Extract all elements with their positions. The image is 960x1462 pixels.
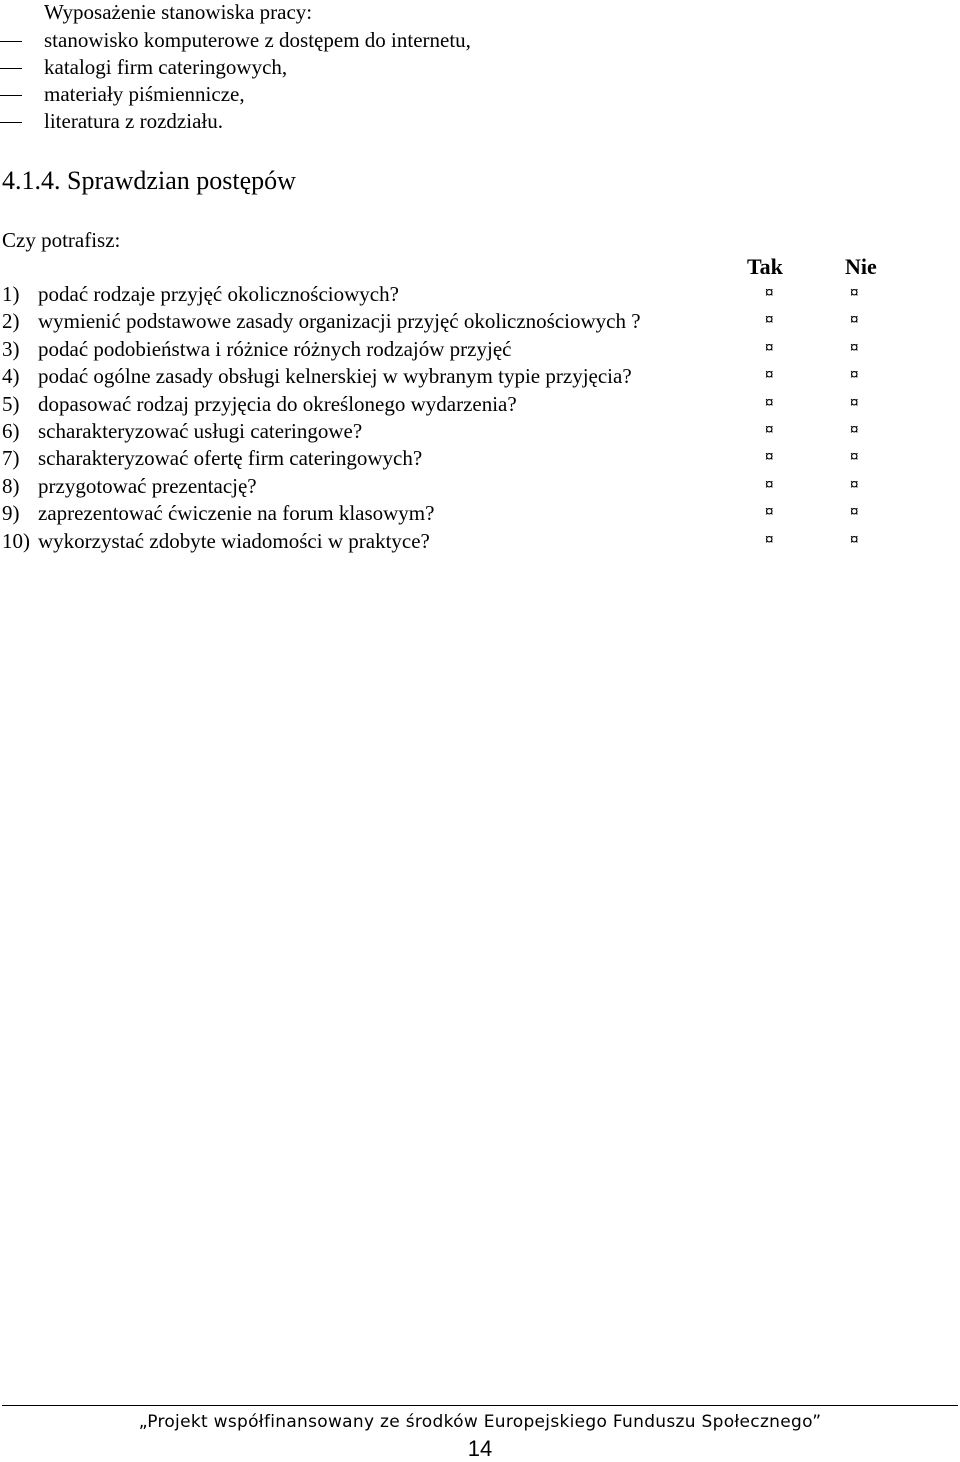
item-text: wykorzystać zdobyte wiadomości w praktyce? — [38, 528, 430, 553]
checklist-item — [2, 392, 942, 420]
checkbox-yes[interactable]: ¤ — [765, 392, 774, 412]
checklist-question: Czy potrafisz: — [2, 228, 121, 252]
equipment-heading: Wyposażenie stanowiska pracy: — [44, 0, 313, 24]
checklist-item — [2, 282, 942, 310]
item-number: 3) — [2, 336, 20, 361]
item-number: 6) — [2, 419, 20, 443]
checkbox-no[interactable]: ¤ — [850, 420, 859, 439]
checkbox-yes[interactable]: ¤ — [765, 474, 774, 494]
dash-bullet — [0, 41, 22, 42]
item-number: 4) — [2, 364, 20, 389]
item-text: wymienić podstawowe zasady organizacji przyjęć okolicznościowych ? — [38, 309, 641, 334]
list-item-text: stanowisko komputerowe z dostępem do internetu, — [44, 28, 471, 52]
checkbox-no[interactable]: ¤ — [850, 283, 859, 302]
checkbox-yes[interactable]: ¤ — [765, 310, 774, 330]
dash-bullet — [0, 95, 22, 96]
checkbox-no[interactable]: ¤ — [850, 502, 859, 522]
checkbox-no[interactable]: ¤ — [850, 365, 859, 385]
item-number: 8) — [2, 473, 20, 498]
checklist-item — [2, 419, 942, 447]
checkbox-no[interactable]: ¤ — [850, 529, 859, 549]
item-number: 1) — [2, 282, 20, 306]
item-text: podać podobieństwa i różnice różnych rodzajów przyjęć — [38, 336, 512, 361]
checklist-item — [2, 309, 942, 337]
section-title: 4.1.4. Sprawdzian postępów — [2, 166, 296, 195]
footer-funding-note: „Projekt współfinansowany ze środków Europejskiego Funduszu Społecznego” — [138, 1412, 822, 1432]
checkbox-no[interactable]: ¤ — [850, 392, 859, 412]
item-text: scharakteryzować ofertę firm cateringowych? — [38, 446, 423, 471]
item-number: 10) — [2, 528, 30, 553]
item-number: 2) — [2, 309, 20, 334]
item-number: 7) — [2, 446, 20, 471]
checklist-item — [2, 337, 942, 365]
checklist-item — [2, 474, 942, 502]
checkbox-yes[interactable]: ¤ — [765, 502, 774, 522]
item-text: podać rodzaje przyjęć okolicznościowych? — [38, 282, 399, 306]
checkbox-yes[interactable]: ¤ — [765, 337, 774, 357]
checkbox-yes[interactable]: ¤ — [765, 283, 774, 302]
checkbox-yes[interactable]: ¤ — [765, 529, 774, 549]
item-text: scharakteryzować usługi cateringowe? — [38, 419, 363, 443]
checkbox-no[interactable]: ¤ — [850, 474, 859, 494]
checkbox-yes[interactable]: ¤ — [765, 447, 774, 467]
column-header-yes: Tak — [747, 254, 783, 279]
list-item-text: literatura z rozdziału. — [44, 109, 223, 133]
dash-bullet — [0, 68, 22, 69]
page-number: 14 — [467, 1436, 493, 1461]
column-header-no: Nie — [845, 254, 877, 279]
checkbox-no[interactable]: ¤ — [850, 310, 859, 330]
footer-divider — [2, 1405, 958, 1406]
checkbox-no[interactable]: ¤ — [850, 447, 859, 467]
checkbox-yes[interactable]: ¤ — [765, 365, 774, 385]
checkbox-yes[interactable]: ¤ — [765, 420, 774, 439]
item-text: podać ogólne zasady obsługi kelnerskiej w wybranym typie przyjęcia? — [38, 364, 632, 389]
item-text: przygotować prezentację? — [38, 473, 257, 498]
checklist-item — [2, 446, 942, 474]
item-number: 9) — [2, 501, 20, 526]
dash-bullet — [0, 122, 22, 123]
checkbox-no[interactable]: ¤ — [850, 337, 859, 357]
list-item-text: materiały piśmiennicze, — [44, 82, 245, 106]
item-number: 5) — [2, 391, 20, 416]
list-item-text: katalogi firm cateringowych, — [44, 55, 288, 79]
checklist-item — [2, 364, 942, 392]
checklist-item — [2, 501, 942, 529]
item-text: dopasować rodzaj przyjęcia do określonego wydarzenia? — [38, 391, 517, 416]
checklist-item — [2, 529, 942, 557]
item-text: zaprezentować ćwiczenie na forum klasowym? — [38, 501, 435, 526]
